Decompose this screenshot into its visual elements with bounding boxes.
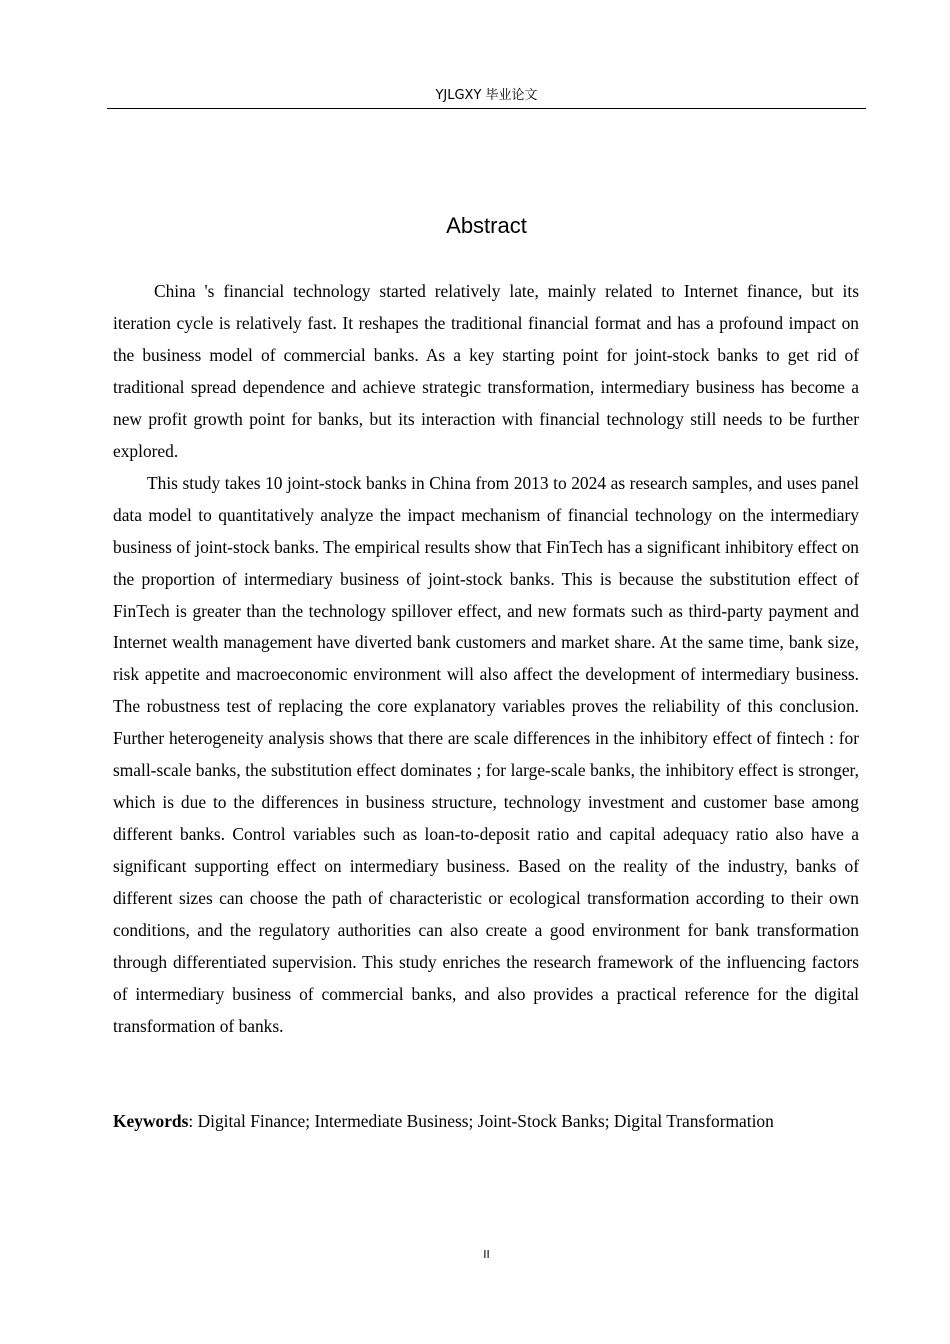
abstract-paragraph-2: This study takes 10 joint-stock banks in China from 2013 to 2024 as research samples, and uses panel data model to quantitatively analyze the impact mechanism of financial technology on the intermediary business of joint-stock banks. The empirical results show that FinTech has a significant inhibitory effect on the proportion of intermediary business of joint-stock banks. This is because the substitution effect of FinTech is greater than the technology spillover effect, and new formats such as third-party payment and Internet wealth management have diverted bank customers and market share. At the same time, bank size, risk appetite and macroeconomic environment will also affect the development of intermediary business. The robustness test of replacing the core explanatory variables proves the reliability of this conclusion. Further heterogeneity analysis shows that there are scale differences in the inhibitory effect of fintech : for small-scale banks, the substitution effect dominates ; for large-scale banks, the inhibitory effect is stronger, which is due to the differences in business structure, technology investment and customer base among different banks. Control variables such as loan-to-deposit ratio and capital adequacy ratio also have a significant supporting effect on intermediary business. Based on the reality of the industry, banks of different sizes can choose the path of characteristic or ecological transformation according to their own conditions, and the regulatory authorities can also create a good environment for bank transformation through differentiated supervision. This study enriches the research framework of the influencing factors of intermediary business of commercial banks, and also provides a practical reference for the digital transformation of banks. [113,472,859,1036]
abstract-paragraph-1: China 's financial technology started relatively late, mainly related to Internet finance, but its iteration cycle is relatively fast. It reshapes the traditional financial format and has a profound impact on the business model of commercial banks. As a key starting point for joint-stock banks to get rid of traditional spread dependence and achieve strategic transformation, intermediary business has become a new profit growth point for banks, but its interaction with financial technology still needs to be further explored. [113,281,859,461]
page-number: II [483,1248,490,1261]
page-title: Abstract [446,213,527,238]
abstract-body [113,276,859,1043]
keywords-text: Digital Finance; Intermediate Business; Joint-Stock Banks; Digital Transformation [197,1111,774,1131]
keywords-separator: : [188,1111,194,1131]
header-rule [107,108,866,109]
keywords-label: Keywords [113,1111,189,1131]
keywords [113,1106,859,1138]
running-header: YJLGXY 毕业论文 [435,88,538,103]
